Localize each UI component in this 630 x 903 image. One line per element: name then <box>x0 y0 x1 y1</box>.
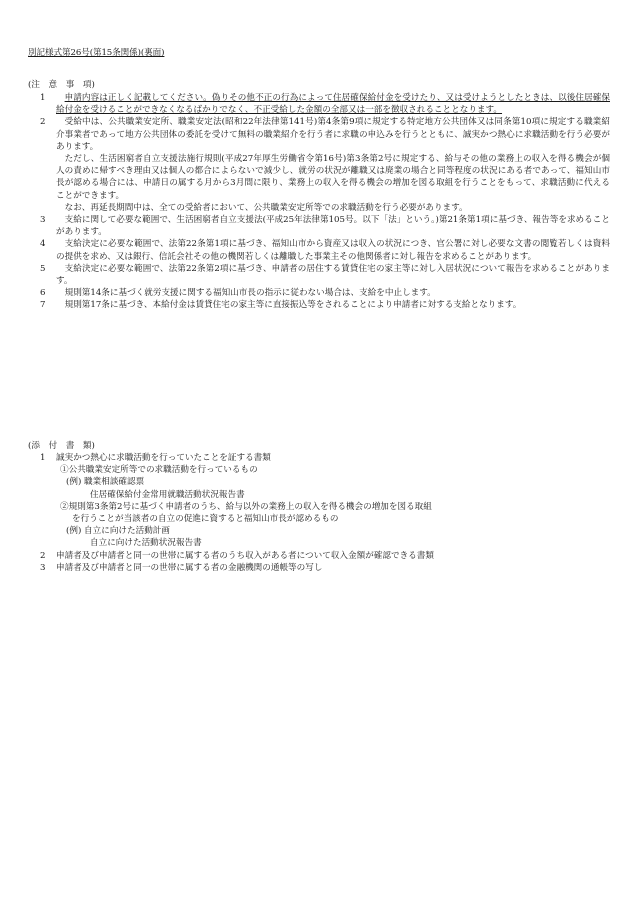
notes-list <box>28 92 610 312</box>
note-number: 1 <box>40 93 46 103</box>
attachment-text: 申請者及び申請者と同一の世帯に属する者の金融機関の通帳等の写し <box>56 562 323 573</box>
attachment-sub-2-example <box>28 525 610 537</box>
example-label: (例) <box>66 477 82 488</box>
attachment-item-3 <box>28 562 610 574</box>
note-item-7 <box>28 299 610 311</box>
note-item-2-proviso <box>28 153 610 202</box>
note-number: 7 <box>40 300 46 311</box>
note-item-3 <box>28 214 610 238</box>
note-text: 支給決定に必要な範囲で、法第22条第2項に基づき、申請者の居住する賃貸住宅の家主等に対し入居状況について報告を求めることがあります。 <box>56 263 610 287</box>
example-text: 自立に向けた活動計画 <box>84 526 170 537</box>
attachment-text: 誠実かつ熱心に求職活動を行っていたことを証する書類 <box>56 453 271 463</box>
note-text: 規則第17条に基づき、本給付金は賃貸住宅の家主等に直接振込等をされることにより申請者に対する支給となります。 <box>64 300 522 311</box>
attachment-sub-2-line-2: を行うことが当該者の自立の促進に資すると福知山市長が認めるもの <box>72 514 339 525</box>
note-text: 申請内容は正しく記載してください。偽りその他不正の行為によって住居確保給付金を受けたり、又は受けようとしたときは、以後住居確保給付金を受けることができなくなるばかりでなく、不正受給した金額の全部又は一部を徴収されることとなります。 <box>56 93 610 116</box>
example-label: (例) <box>66 526 82 537</box>
note-text: 支給に関して必要な範囲で、生活困窮者自立支援法(平成25年法律第105号。以下「法」という。)第21条第1項に基づき、報告等を求めることがあります。 <box>56 215 610 238</box>
attachment-number: 1 <box>40 453 46 463</box>
example-text: 職業相談確認票 <box>84 477 145 488</box>
note-number: 5 <box>40 263 46 274</box>
note-item-5 <box>28 263 610 287</box>
attachment-number: 3 <box>40 562 46 573</box>
note-number: 2 <box>40 117 46 128</box>
notes-heading: (注 意 事 項) <box>28 80 95 90</box>
note-text: 支給決定に必要な範囲で、法第22条第1項に基づき、福知山市から資産又は収入の状況につき、官公署に対し必要な文書の閲覧若しくは資料の提供を求め、又は銀行、信託会社その他の機関若しくは離職した事業主その他関係者に対し報告を求めることがあります。 <box>56 239 610 262</box>
note-item-2-extension <box>28 202 610 214</box>
attachment-sub-2-line-1: ②規則第3条第2号に基づく申請者のうち、給与以外の業務上の収入を得る機会の増加を図る取組 <box>60 501 432 512</box>
note-item-1 <box>28 92 610 116</box>
note-text: 受給中は、公共職業安定所、職業安定法(昭和22年法律第141号)第4条第9項に規定する特定地方公共団体又は同条第10項に規定する職業紹介事業者であって地方公共団体の委託を受けて無料の職業紹介を行う者に求職の申込みを行うとともに、誠実かつ熱心に求職活動を行う必要があります。 <box>56 117 610 152</box>
example-text: 住居確保給付金常用就職活動状況報告書 <box>90 489 245 500</box>
example-text: 自立に向けた活動状況報告書 <box>90 538 202 549</box>
note-item-2 <box>28 116 610 153</box>
attachment-text: 申請者及び申請者と同一の世帯に属する者のうち収入がある者について収入金額が確認できる書類 <box>56 550 434 561</box>
note-number: 3 <box>40 215 46 226</box>
note-text: 規則第14条に基づく就労支援に関する福知山市長の指示に従わない場合は、支給を中止します。 <box>64 288 436 299</box>
attachment-item-2 <box>28 550 610 562</box>
attachment-sub-1: ①公共職業安定所等での求職活動を行っているもの <box>60 465 258 476</box>
attachment-number: 2 <box>40 550 46 561</box>
note-text: なお、再延長期間中は、全ての受給者において、公共職業安定所等での求職活動を行う必要があります。 <box>64 202 468 213</box>
form-title: 別記様式第26号(第15条関係)(裏面) <box>28 48 165 58</box>
note-number: 4 <box>40 239 46 250</box>
note-number: 6 <box>40 288 46 299</box>
note-text: ただし、生活困窮者自立支援法施行規則(平成27年厚生労働省令第16号)第3条第2号に規定する、給与その他の業務上の収入を得る機会が個人の責めに帰すべき理由又は個人の都合によらないで減少し、就労の状況が離職又は廃業の場合と同等程度の状況にある者であって、福知山市長が認める場合には、申請日の属する月から3月間に限り、業務上の収入を得る機会の増加を図る取組を行うことをもって、求職活動に代えることができます。 <box>56 154 610 201</box>
attachment-item-1 <box>28 452 610 464</box>
attachment-sub-1-example <box>28 476 610 488</box>
attachments-list <box>28 452 610 574</box>
note-item-4 <box>28 238 610 262</box>
note-item-6 <box>28 287 610 299</box>
attachments-heading: (添 付 書 類) <box>28 441 95 451</box>
